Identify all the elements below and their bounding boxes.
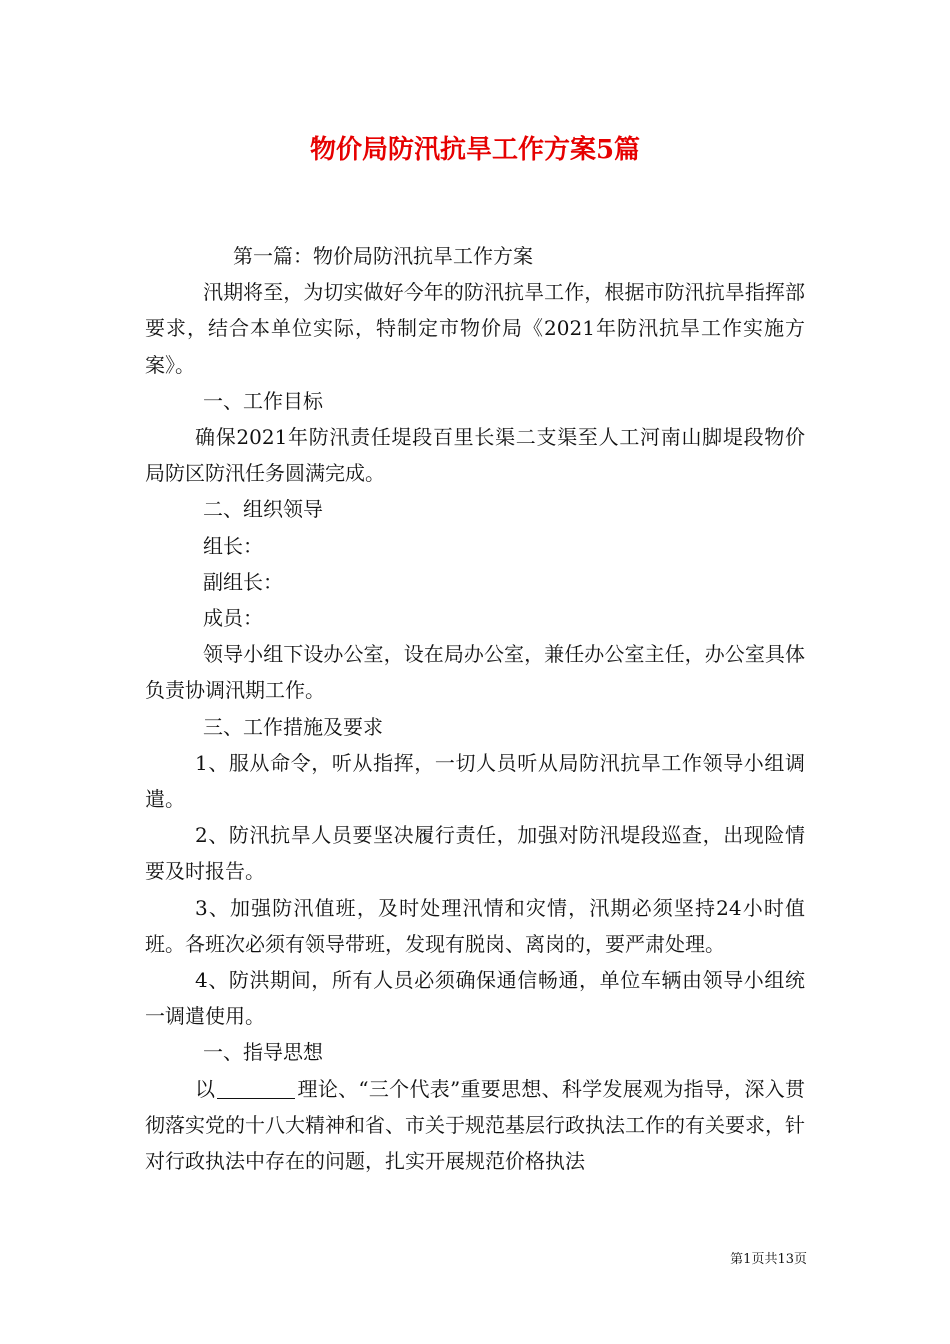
section-heading: 二、组织领导 [203,497,323,522]
list-item: 4、防洪期间，所有人员必须确保通信畅通，单位车辆由领导小组统一调遣使用。 [145,968,805,1029]
section-heading: 三、工作措施及要求 [203,714,383,739]
list-item: 2、防汛抗旱人员要坚决履行责任，加强对防汛堤段巡查，出现险情要及时报告。 [145,823,805,884]
paragraph-rest: 理论、“三个代表”重要思想、科学发展观为指导，深入贯彻落实党的十八大精神和省、市关于规范基层行政执法工作的有关要求，针对行政执法中存在的问题，扎实开展规范价格执法 [145,1076,805,1174]
paragraph [145,1071,805,1180]
section-heading: 第一篇：物价局防汛抗旱工作方案 [233,244,533,268]
paragraph: 副组长： [203,569,283,594]
section-heading: 一、工作目标 [203,388,323,413]
paragraph: 成员： [203,606,263,631]
paragraph: 汛期将至，为切实做好今年的防汛抗旱工作，根据市防汛抗旱指挥部要求，结合本单位实际，特制定市物价局《2021年防汛抗旱工作实施方案》。 [145,280,805,377]
paragraph-prefix: 以 [195,1076,216,1101]
paragraph: 组长： [203,533,263,558]
list-item: 3、加强防汛值班，及时处理汛情和灾情，汛期必须坚持24小时值班。各班次必须有领导带班，发现有脱岗、离岗的，要严肃处理。 [145,895,805,956]
page-title: 物价局防汛抗旱工作方案5篇 [309,135,641,165]
document-body [145,238,805,1179]
section-heading: 一、指导思想 [203,1040,323,1065]
paragraph: 确保2021年防汛责任堤段百里长渠二支渠至人工河南山脚堤段物价局防区防汛任务圆满完成。 [145,425,805,486]
paragraph: 领导小组下设办公室，设在局办公室，兼任办公室主任，办公室具体负责协调汛期工作。 [145,642,805,703]
page-number: 第1页共13页 [730,1252,807,1267]
fill-in-blank [217,1078,295,1099]
list-item: 1、服从命令，听从指挥，一切人员听从局防汛抗旱工作领导小组调遣。 [145,750,805,812]
